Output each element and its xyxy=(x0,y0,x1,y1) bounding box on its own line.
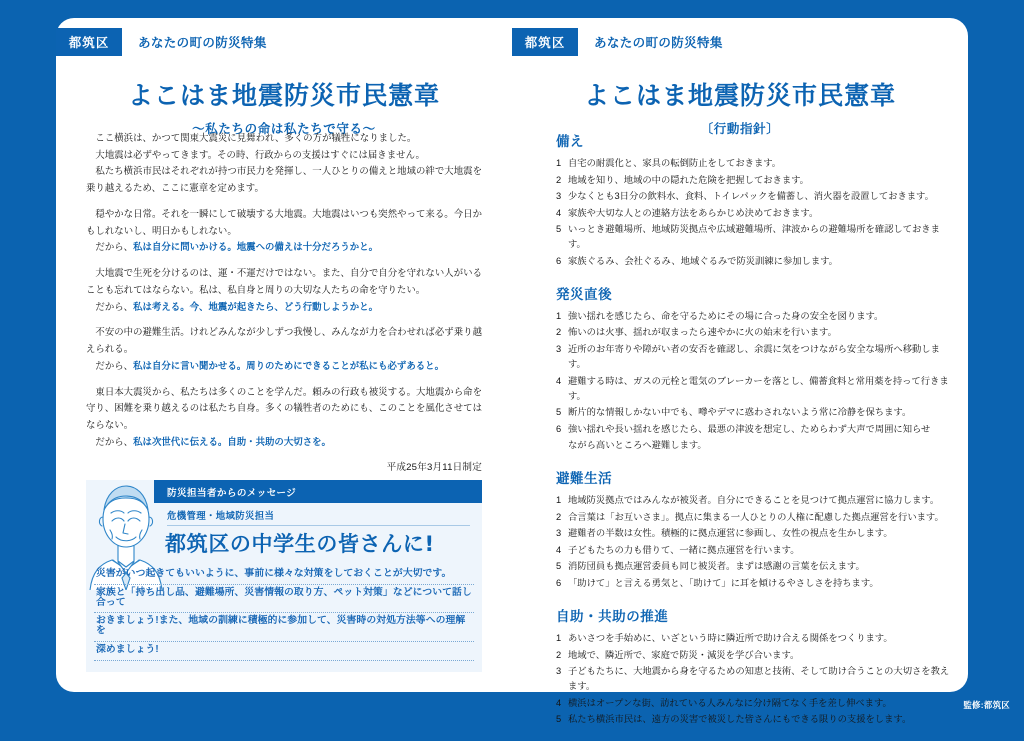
section-sonae xyxy=(556,130,956,269)
charter-paragraph xyxy=(86,130,482,197)
charter-paragraph xyxy=(86,206,482,256)
item-number: 4 xyxy=(556,375,562,386)
message-box-header: 防災担当者からのメッセージ xyxy=(154,480,482,503)
item-text: 横浜はオープンな街、訪れている人みんなに分け隔てなく手を差し伸べます。 xyxy=(568,697,892,708)
guideline-item-continuation: ながら高いところへ避難します。 xyxy=(568,440,707,451)
item-text: 断片的な情報しかない中でも、噂やデマに惑わされないよう常に冷静を保ちます。 xyxy=(568,407,912,418)
closing-prefix: だから、 xyxy=(95,300,134,312)
item-text: 近所のお年寄りや障がい者の安否を確認し、余震に気をつけながら安全な場所へ移動します。 xyxy=(568,343,940,369)
guideline-item xyxy=(556,189,956,204)
guideline-item xyxy=(556,543,956,558)
item-text: 家族や大切な人との連絡方法をあらかじめ決めておきます。 xyxy=(568,207,819,218)
guideline-item xyxy=(556,526,956,541)
item-number: 1 xyxy=(556,633,562,644)
message-box-role: 危機管理・地域防災担当 xyxy=(167,510,275,521)
item-number: 1 xyxy=(556,310,562,321)
closing-highlight: 私は自分に言い聞かせる。周りのためにできることが私にも必ずあると。 xyxy=(133,359,445,371)
right-header-subtitle: あなたの町の防災特集 xyxy=(594,36,723,50)
charter-paragraph xyxy=(86,324,482,374)
item-text: あいさつを手始めに、いざという時に隣近所で助け合える関係をつくります。 xyxy=(568,633,893,644)
guideline-item xyxy=(556,631,956,646)
item-text: 子どもたちの力も借りて、一緒に拠点運営を行います。 xyxy=(568,544,800,555)
charter-dateline: 平成25年3月11日制定 xyxy=(386,462,482,474)
left-header-subtitle: あなたの町の防災特集 xyxy=(138,36,267,50)
section-title: 避難生活 xyxy=(556,471,613,487)
paragraph-line: ここ横浜は、かつて関東大震災に見舞われ、多くの方が犠牲になりました。 xyxy=(95,132,417,143)
guideline-item xyxy=(556,156,956,171)
guideline-item xyxy=(556,309,956,324)
item-number: 3 xyxy=(556,343,562,354)
disaster-staff-message-box xyxy=(86,480,482,672)
section-hassai-chokugo xyxy=(556,283,956,453)
paragraph-closing xyxy=(86,299,482,316)
item-number: 2 xyxy=(556,511,562,522)
closing-highlight: 私は次世代に伝える。自助・共助の大切さを。 xyxy=(133,435,331,447)
guideline-item xyxy=(556,422,956,437)
paragraph-line: 大地震で生死を分けるのは、運・不運だけではない。また、自分で自分を守れない人がいることも忘れてはならない。私は、私自身と周りの大切な人たちの命を守りたい。 xyxy=(86,267,482,295)
item-number: 2 xyxy=(556,174,562,185)
paragraph-line: 穏やかな日常。それを一瞬にして破壊する大地震。大地震はいつも突然やって来る。今日かもしれないし、明日かもしれない。 xyxy=(86,207,482,236)
item-number: 4 xyxy=(556,544,562,555)
closing-highlight: 私は自分に問いかける。地震への備えは十分だろうかと。 xyxy=(133,241,379,253)
guideline-item xyxy=(556,510,956,525)
right-title-block xyxy=(512,76,968,137)
message-line: 深めましょう! xyxy=(94,642,474,661)
item-text: 怖いのは火事、揺れが収まったら速やかに火の始末を行います。 xyxy=(568,327,837,338)
section-jijo-kyojo xyxy=(556,605,956,727)
closing-prefix: だから、 xyxy=(95,435,134,447)
message-box-body xyxy=(94,566,474,661)
left-page-subtitle: 〜私たちの命は私たちで守る〜 xyxy=(192,122,376,136)
item-text: 消防団員も拠点運営委員も同じ被災者。まずは感謝の言葉を伝えます。 xyxy=(568,561,865,572)
item-text: 私たち横浜市民は、遠方の災害で被災した皆さんにもできる限りの支援をします。 xyxy=(568,714,912,725)
footer-credit: 監修:都筑区 xyxy=(963,700,1010,710)
item-number: 5 xyxy=(556,561,562,572)
charter-paragraph xyxy=(86,384,482,451)
item-number: 5 xyxy=(556,407,562,418)
left-page-header xyxy=(56,28,267,56)
section-title: 発災直後 xyxy=(556,286,613,302)
guideline-item xyxy=(556,648,956,663)
section-hinan-seikatsu xyxy=(556,467,956,591)
item-text: 強い揺れを感じたら、命を守るためにその場に合った身の安全を図ります。 xyxy=(568,310,884,321)
item-text: 地域で、隣近所で、家庭で防災・減災を学び合います。 xyxy=(568,649,800,660)
section-title: 備え xyxy=(556,134,585,149)
item-number: 1 xyxy=(556,495,562,506)
item-number: 6 xyxy=(556,423,562,434)
message-box-headline: 都筑区の中学生の皆さんに! xyxy=(165,532,435,556)
paragraph-closing xyxy=(86,239,482,256)
guideline-item xyxy=(556,206,956,221)
guideline-item xyxy=(556,405,956,420)
item-number: 3 xyxy=(556,528,562,539)
item-number: 2 xyxy=(556,649,562,660)
right-header-ward-tab: 都筑区 xyxy=(512,28,578,56)
guideline-item xyxy=(556,576,956,591)
guideline-item xyxy=(556,559,956,574)
item-text: 避難者の半数は女性。積極的に拠点運営に参画し、女性の視点を生かします。 xyxy=(568,528,893,539)
closing-prefix: だから、 xyxy=(95,241,134,253)
paragraph-line: 大地震は必ずやってきます。その時、行政からの支援はすぐには届きません。 xyxy=(95,148,425,160)
item-number: 5 xyxy=(556,224,562,235)
item-text: いっとき避難場所、地域防災拠点や広域避難場所、津波からの避難場所を確認しておきます。 xyxy=(568,224,940,250)
guideline-item xyxy=(556,173,956,188)
item-number: 2 xyxy=(556,327,562,338)
left-header-ward-tab: 都筑区 xyxy=(56,28,122,56)
item-text: 地域防災拠点ではみんなが被災者。自分にできることを見つけて拠点運営に協力します。 xyxy=(568,495,940,506)
closing-highlight: 私は考える。今、地震が起きたら、どう行動しようかと。 xyxy=(133,300,379,312)
action-guidelines xyxy=(556,130,956,741)
item-text: 強い揺れや長い揺れを感じたら、最悪の津波を想定し、ためらわず大声で周囲に知らせ xyxy=(568,423,931,434)
guideline-item xyxy=(556,374,956,404)
item-number: 5 xyxy=(556,714,562,725)
guideline-item xyxy=(556,712,956,727)
message-line: 家族と「持ち出し品、避難場所、災害情報の取り方、ペット対策」などについて話し合って xyxy=(94,585,474,614)
right-page-header xyxy=(512,28,723,56)
item-text: 自宅の耐震化と、家具の転倒防止をしておきます。 xyxy=(568,158,782,168)
guideline-item xyxy=(556,493,956,508)
item-text: 家族ぐるみ、会社ぐるみ、地域ぐるみで防災訓練に参加します。 xyxy=(568,255,838,266)
item-number: 4 xyxy=(556,207,562,218)
message-line: おきましょう!また、地域の訓練に積極的に参加して、災害時の対処方法等への理解を xyxy=(94,613,474,642)
guideline-item xyxy=(556,325,956,340)
charter-paragraph xyxy=(86,265,482,315)
item-number: 6 xyxy=(556,255,562,266)
paragraph-closing xyxy=(86,358,482,375)
item-text: 避難する時は、ガスの元栓と電気のブレーカーを落とし、備蓄食料と常用薬を持って行きます。 xyxy=(568,375,949,401)
item-number: 4 xyxy=(556,697,562,708)
item-text: 少なくとも3日分の飲料水、食料、トイレパックを備蓄し、消火器を設置しておきます。 xyxy=(568,191,934,202)
item-text: 合言葉は「お互いさま」。拠点に集まる一人ひとりの人権に配慮した拠点運営を行います。 xyxy=(568,511,944,522)
guideline-item xyxy=(556,696,956,711)
guideline-item xyxy=(556,664,956,694)
right-page-subtitle: 〔行動指針〕 xyxy=(700,122,780,136)
item-text: 子どもたちに、大地震から身を守るための知恵と技術、そして助け合うことの大切さを教えます。 xyxy=(568,666,950,692)
guideline-item xyxy=(556,254,956,269)
closing-prefix: だから、 xyxy=(95,359,134,371)
left-title-block xyxy=(56,76,512,137)
item-text: 「助けて」と言える勇気と、「助けて」に耳を傾けるやさしさを持ちます。 xyxy=(568,577,879,588)
section-title: 自助・共助の推進 xyxy=(556,609,669,625)
message-line: 災害がいつ起きてもいいように、事前に様々な対策をしておくことが大切です。 xyxy=(94,566,474,585)
left-page-title: よこはま地震防災市民憲章 xyxy=(127,81,440,110)
item-text: 地域を知り、地域の中の隠れた危険を把握しておきます。 xyxy=(568,174,809,185)
guideline-item xyxy=(556,222,956,252)
paragraph-line: 不安の中の避難生活。けれどみんなが少しずつ我慢し、みんなが力を合わせれば必ず乗り越えられる。 xyxy=(86,326,482,355)
item-number: 3 xyxy=(556,666,562,677)
left-page xyxy=(56,18,512,692)
paragraph-line: 東日本大震災から、私たちは多くのことを学んだ。頼みの行政も被災する。大地震から命を守り、困難を乗り越えるのは私たち自身。多くの犠牲者のためにも、このことを風化させてはならない。 xyxy=(86,385,482,431)
item-number: 1 xyxy=(556,158,562,168)
paragraph-line: 私たち横浜市民はそれぞれが持つ市民力を発揮し、一人ひとりの備えと地域の絆で大地震を乗り越えるため、ここに憲章を定めます。 xyxy=(86,165,482,194)
right-page-title: よこはま地震防災市民憲章 xyxy=(583,81,896,110)
paragraph-closing xyxy=(86,434,482,451)
guideline-item xyxy=(556,342,956,372)
charter-body xyxy=(86,130,482,477)
message-box-divider xyxy=(167,525,470,526)
right-page xyxy=(512,18,968,725)
item-number: 3 xyxy=(556,191,562,202)
item-number: 6 xyxy=(556,577,562,588)
